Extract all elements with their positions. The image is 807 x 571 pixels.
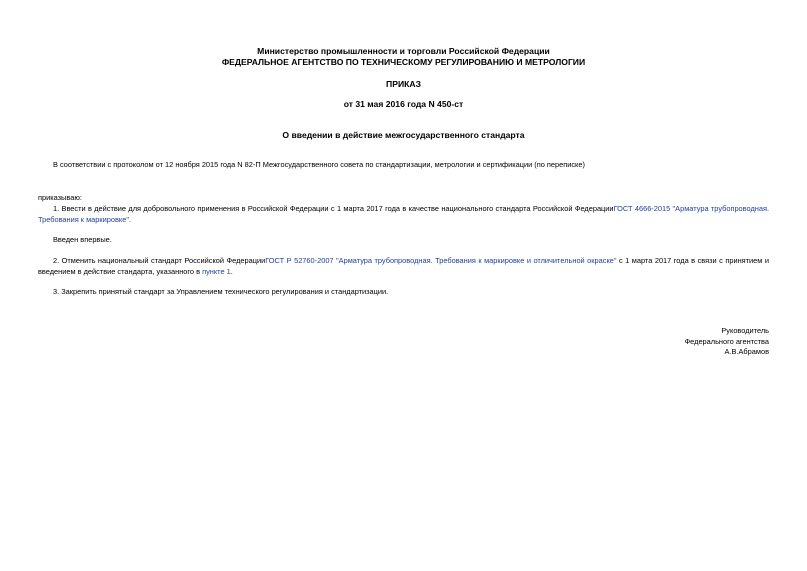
document-page <box>38 0 769 571</box>
order-word: приказываю: <box>38 193 82 202</box>
preamble-paragraph: В соответствии с протоколом от 12 ноября 2015 года N 82-П Межгосударственного совета по стандартизации, метрологии и сертификации (по переписке) <box>53 160 585 169</box>
document-subject: О введении в действие межгосударственного стандарта <box>282 130 525 140</box>
signatory-title-line-2: Федерального агентства <box>684 336 769 346</box>
item-2-text: 2. Отменить национальный стандарт Российской Федерации <box>53 256 266 265</box>
clause-1-link[interactable]: пункте 1 <box>202 267 231 276</box>
document-type: ПРИКАЗ <box>386 79 421 89</box>
item-2-end: . <box>230 267 233 276</box>
gost-4666-link[interactable]: ГОСТ 4666-2015 "Арматура трубопроводная. Требования к маркировке" <box>38 204 770 224</box>
signatory-name: А.В.Абрамов <box>724 347 769 356</box>
item-3-paragraph: 3. Закрепить принятый стандарт за Управлением технического регулирования и стандартизации. <box>53 287 389 296</box>
note-paragraph: Введен впервые. <box>53 235 112 244</box>
item-2-paragraph <box>38 255 769 277</box>
item-1-text: 1. Ввести в действие для добровольного применения в Российской Федерации с 1 марта 2017 года в качестве национального стандарта Российской Федерации <box>53 204 614 213</box>
gost-r-52760-link[interactable]: ГОСТ Р 52760-2007 "Арматура трубопроводная. Требования к маркировке и отличительной окраске" <box>265 256 617 265</box>
signatory-title-line-1: Руководитель <box>721 326 769 335</box>
item-1-end: . <box>128 215 132 224</box>
ministry-name: Министерство промышленности и торговли Российской Федерации <box>257 46 550 56</box>
agency-name: ФЕДЕРАЛЬНОЕ АГЕНТСТВО ПО ТЕХНИЧЕСКОМУ РЕГУЛИРОВАНИЮ И МЕТРОЛОГИИ <box>221 57 586 67</box>
document-date: от 31 мая 2016 года N 450-ст <box>343 99 464 109</box>
signature-block <box>569 326 769 358</box>
item-2-middle: с 1 марта 2017 года в связи с принятием и введением в действие стандарта, указанного в <box>38 256 769 276</box>
item-1-paragraph <box>38 203 769 225</box>
